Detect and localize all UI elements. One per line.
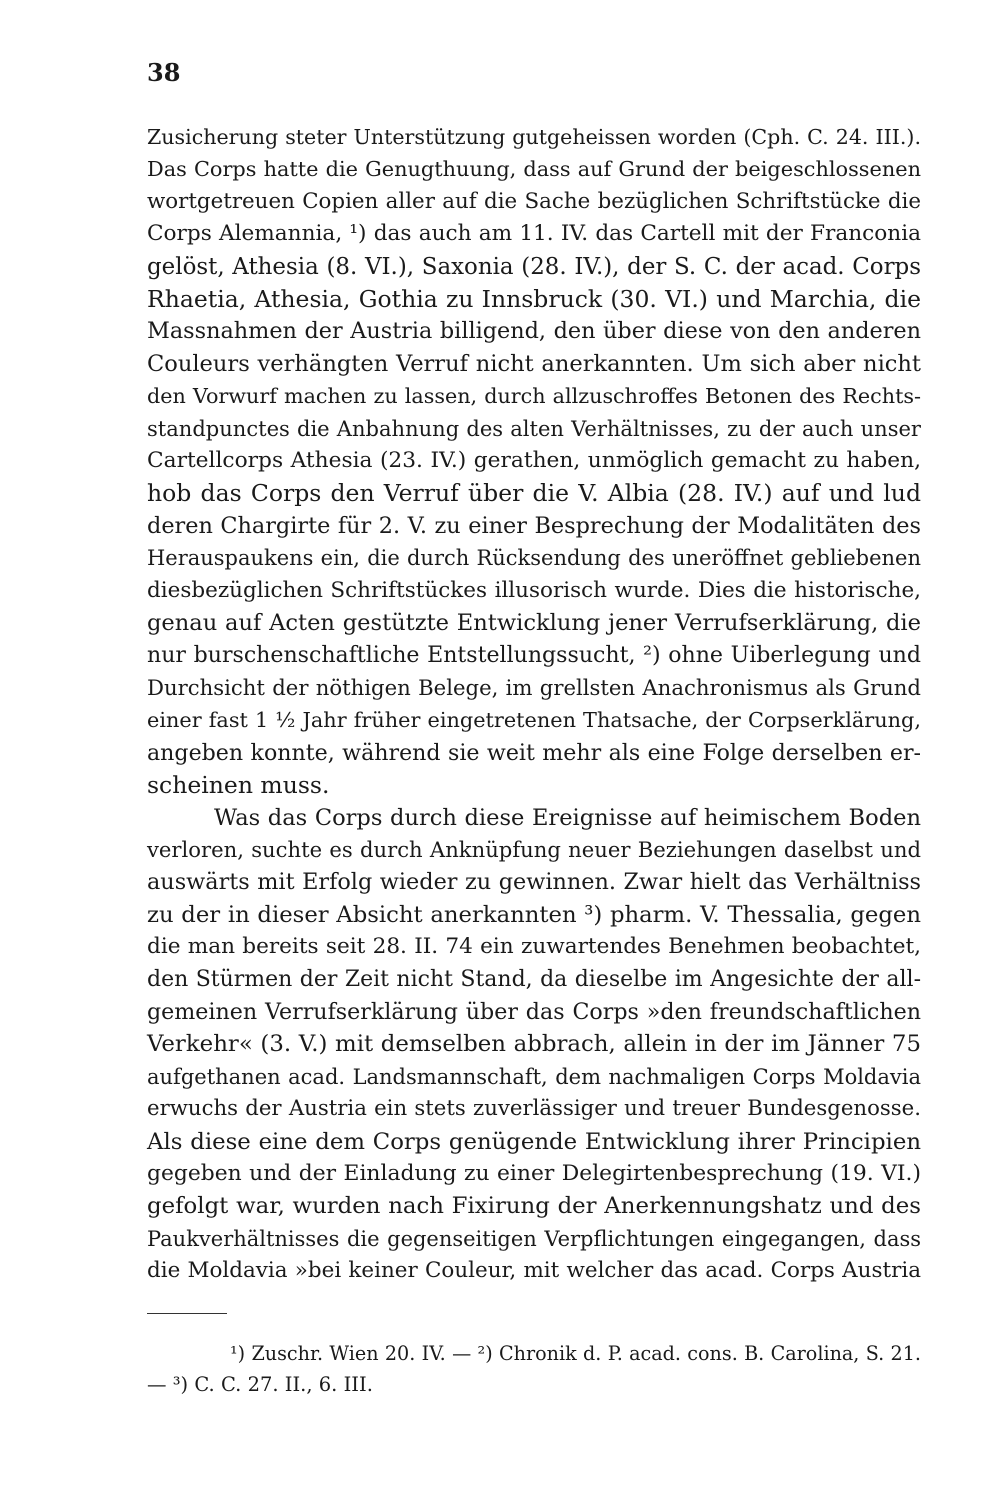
text-line: zu der in dieser Absicht anerkannten ³) pharm. V. Thessalia, gegen: [147, 901, 921, 928]
body-text: [147, 121, 921, 1288]
text-line: angeben konnte, während sie weit mehr als eine Folge derselben er-: [147, 739, 921, 766]
text-line: Das Corps hatte die Genugthuung, dass auf Grund der beigeschlossenen: [147, 157, 921, 182]
page-number: 38: [147, 58, 181, 87]
footnote-line: ¹) Zuschr. Wien 20. IV. — ²) Chronik d. P. acad. cons. B. Carolina, S. 21.: [230, 1342, 921, 1365]
text-line: Massnahmen der Austria billigend, den über diese von den anderen: [147, 318, 921, 345]
text-line: Durchsicht der nöthigen Belege, im grellsten Anachronismus als Grund: [147, 674, 921, 700]
text-line: scheinen muss.: [147, 771, 330, 800]
text-line: die man bereits seit 28. II. 74 ein zuwartendes Benehmen beobachtet,: [147, 934, 921, 960]
text-line: aufgethanen acad. Landsmannschaft, dem nachmaligen Corps Moldavia: [147, 1063, 921, 1089]
text-line: hob das Corps den Verruf über die V. Albia (28. IV.) auf und lud: [147, 479, 921, 508]
text-line: die Moldavia »bei keiner Couleur, mit welcher das acad. Corps Austria: [147, 1258, 921, 1284]
text-line: diesbezüglichen Schriftstückes illusorisch wurde. Dies die historische,: [147, 577, 921, 603]
text-line: nur burschenschaftliche Entstellungssucht, ²) ohne Uiberlegung und: [147, 642, 921, 668]
text-line: Paukverhältnisses die gegenseitigen Verpflichtungen eingegangen, dass: [147, 1226, 921, 1251]
text-line: gemeinen Verrufserklärung über das Corps »den freundschaftlichen: [147, 998, 921, 1025]
text-line: gelöst, Athesia (8. VI.), Saxonia (28. IV.), der S. C. der acad. Corps: [147, 253, 921, 280]
footnote-line: — ³) C. C. 27. II., 6. III.: [147, 1373, 373, 1396]
text-line: Cartellcorps Athesia (23. IV.) gerathen, unmöglich gemacht zu haben,: [147, 448, 921, 474]
text-line: deren Chargirte für 2. V. zu einer Besprechung der Modalitäten des: [147, 512, 921, 539]
text-line: den Stürmen der Zeit nicht Stand, da dieselbe im Angesichte der all-: [147, 966, 921, 992]
text-line: erwuchs der Austria ein stets zuverlässiger und treuer Bundesgenosse.: [147, 1096, 921, 1122]
text-line: auswärts mit Erfolg wieder zu gewinnen. Zwar hielt das Verhältniss: [147, 869, 921, 896]
text-line: Corps Alemannia, ¹) das auch am 11. IV. das Cartell mit der Franconia: [147, 221, 921, 247]
footnotes: [147, 1338, 921, 1400]
text-line: Was das Corps durch diese Ereignisse auf heimischem Boden: [214, 804, 921, 831]
text-line: Rhaetia, Athesia, Gothia zu Innsbruck (30. VI.) und Marchia, die: [147, 285, 921, 314]
text-line: genau auf Acten gestützte Entwicklung jener Verrufserklärung, die: [147, 610, 921, 637]
text-line: Herauspaukens ein, die durch Rücksendung des uneröffnet gebliebenen: [147, 546, 921, 571]
text-line: wortgetreuen Copien aller auf die Sache bezüglichen Schriftstücke die: [147, 188, 921, 214]
text-line: gegeben und der Einladung zu einer Delegirtenbesprechung (19. VI.): [147, 1161, 921, 1186]
text-line: den Vorwurf machen zu lassen, durch allzuschroffes Betonen des Rechts-: [147, 384, 921, 409]
footnote-divider: [147, 1313, 227, 1314]
text-line: Verkehr« (3. V.) mit demselben abbrach, allein in der im Jänner 75: [147, 1031, 921, 1058]
text-line: verloren, suchte es durch Anknüpfung neuer Beziehungen daselbst und: [147, 836, 921, 862]
text-line: gefolgt war, wurden nach Fixirung der Anerkennungshatz und des: [147, 1193, 921, 1220]
text-line: einer fast 1 ½ Jahr früher eingetretenen Thatsache, der Corpserklärung,: [147, 708, 921, 733]
text-line: Zusicherung steter Unterstützung gutgeheissen worden (Cph. C. 24. III.).: [147, 125, 921, 149]
text-line: Als diese eine dem Corps genügende Entwicklung ihrer Principien: [147, 1128, 921, 1155]
text-line: Couleurs verhängten Verruf nicht anerkannten. Um sich aber nicht: [147, 350, 921, 377]
text-line: standpunctes die Anbahnung des alten Verhältnisses, zu der auch unser: [147, 415, 921, 441]
